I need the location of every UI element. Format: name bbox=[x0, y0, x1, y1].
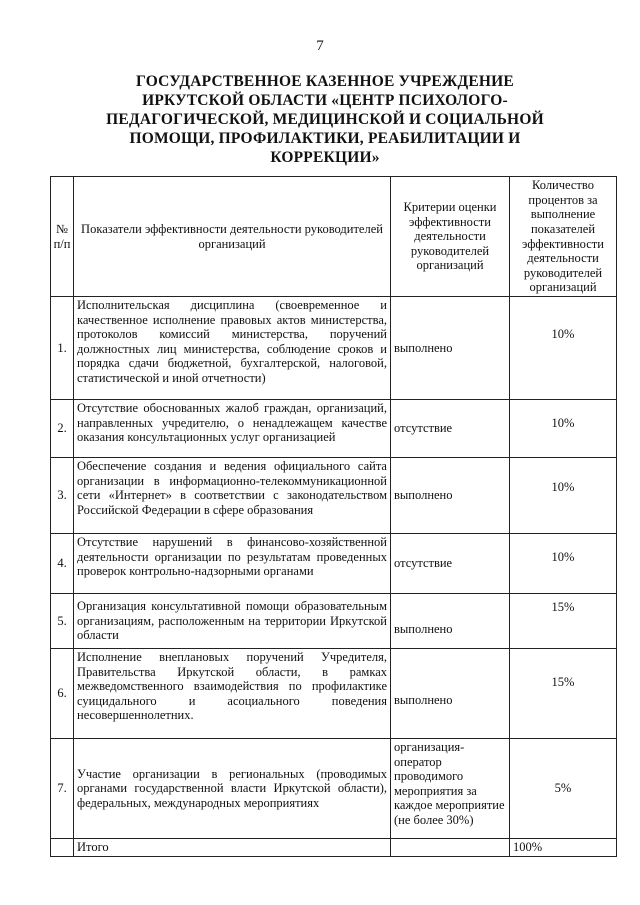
header-num: № п/п bbox=[51, 177, 74, 297]
row-indicator: Отсутствие обоснованных жалоб граждан, организаций, направленных учредителю, о ненадлежащем качестве оказания консультационных услуг организацией bbox=[74, 400, 391, 458]
title-line: ПОМОЩИ, ПРОФИЛАКТИКИ, РЕАБИЛИТАЦИИ И bbox=[129, 130, 521, 147]
row-num: 7. bbox=[51, 739, 74, 839]
efficiency-table bbox=[50, 176, 617, 857]
header-percent: Количество процентов за выполнение показателей эффективности деятельности руководителей организаций bbox=[510, 177, 617, 297]
row-criteria: выполнено bbox=[391, 458, 510, 534]
row-num: 3. bbox=[51, 458, 74, 534]
header-criteria: Критерии оценки эффективности деятельности руководителей организаций bbox=[391, 177, 510, 297]
row-percent: 10% bbox=[510, 534, 617, 594]
table-row bbox=[51, 400, 617, 458]
total-label: Итого bbox=[74, 839, 391, 857]
row-percent: 15% bbox=[510, 594, 617, 649]
row-num: 4. bbox=[51, 534, 74, 594]
row-percent: 10% bbox=[510, 400, 617, 458]
table-row bbox=[51, 649, 617, 739]
row-indicator: Обеспечение создания и ведения официального сайта организации в информационно-телекоммуникационной сети «Интернет» в соответствии с законодательством Российской Федерации в сфере образования bbox=[74, 458, 391, 534]
total-percent: 100% bbox=[510, 839, 617, 857]
document-title bbox=[60, 72, 590, 167]
page-number: 7 bbox=[316, 38, 324, 54]
row-criteria: отсутствие bbox=[391, 534, 510, 594]
table-row bbox=[51, 297, 617, 400]
total-num bbox=[51, 839, 74, 857]
table-row bbox=[51, 739, 617, 839]
row-percent: 10% bbox=[510, 297, 617, 400]
row-num: 1. bbox=[51, 297, 74, 400]
total-criteria bbox=[391, 839, 510, 857]
row-criteria: выполнено bbox=[391, 297, 510, 400]
title-line: ПЕДАГОГИЧЕСКОЙ, МЕДИЦИНСКОЙ И СОЦИАЛЬНОЙ bbox=[106, 111, 544, 128]
row-criteria: отсутствие bbox=[391, 400, 510, 458]
row-criteria: выполнено bbox=[391, 594, 510, 649]
row-criteria: выполнено bbox=[391, 649, 510, 739]
row-indicator: Участие организации в региональных (проводимых органами государственной власти Иркутской области), федеральных, международных мероприятиях bbox=[74, 739, 391, 839]
row-indicator: Отсутствие нарушений в финансово-хозяйственной деятельности организации по результатам проведенных проверок контрольно-надзорными органами bbox=[74, 534, 391, 594]
table-row bbox=[51, 594, 617, 649]
table-row bbox=[51, 458, 617, 534]
row-indicator: Организация консультативной помощи образовательным организациям, расположенным на территории Иркутской области bbox=[74, 594, 391, 649]
row-num: 6. bbox=[51, 649, 74, 739]
title-line: ИРКУТСКОЙ ОБЛАСТИ «ЦЕНТР ПСИХОЛОГО- bbox=[142, 92, 508, 109]
table-row bbox=[51, 534, 617, 594]
title-line: КОРРЕКЦИИ» bbox=[270, 149, 380, 166]
table-header-row bbox=[51, 177, 617, 297]
row-num: 2. bbox=[51, 400, 74, 458]
row-percent: 15% bbox=[510, 649, 617, 739]
row-num: 5. bbox=[51, 594, 74, 649]
row-indicator: Исполнение внеплановых поручений Учредителя, Правительства Иркутской области, в рамках межведомственного взаимодействия по профилактике суицидального и асоциального поведения несовершеннолетних. bbox=[74, 649, 391, 739]
title-line: ГОСУДАРСТВЕННОЕ КАЗЕННОЕ УЧРЕЖДЕНИЕ bbox=[136, 73, 514, 90]
row-criteria: организация-оператор проводимого мероприятия за каждое мероприятие (не более 30%) bbox=[391, 739, 510, 839]
header-indicator: Показатели эффективности деятельности руководителей организаций bbox=[74, 177, 391, 297]
table-total-row bbox=[51, 839, 617, 857]
row-percent: 5% bbox=[510, 739, 617, 839]
row-percent: 10% bbox=[510, 458, 617, 534]
row-indicator: Исполнительская дисциплина (своевременное и качественное исполнение правовых актов министерства, протоколов комиссий министерства, поручений должностных лиц министерства, соблюдение сроков и порядка сдачи бюджетной, бухгалтерской, налоговой, статистической и иной отчетности) bbox=[74, 297, 391, 400]
